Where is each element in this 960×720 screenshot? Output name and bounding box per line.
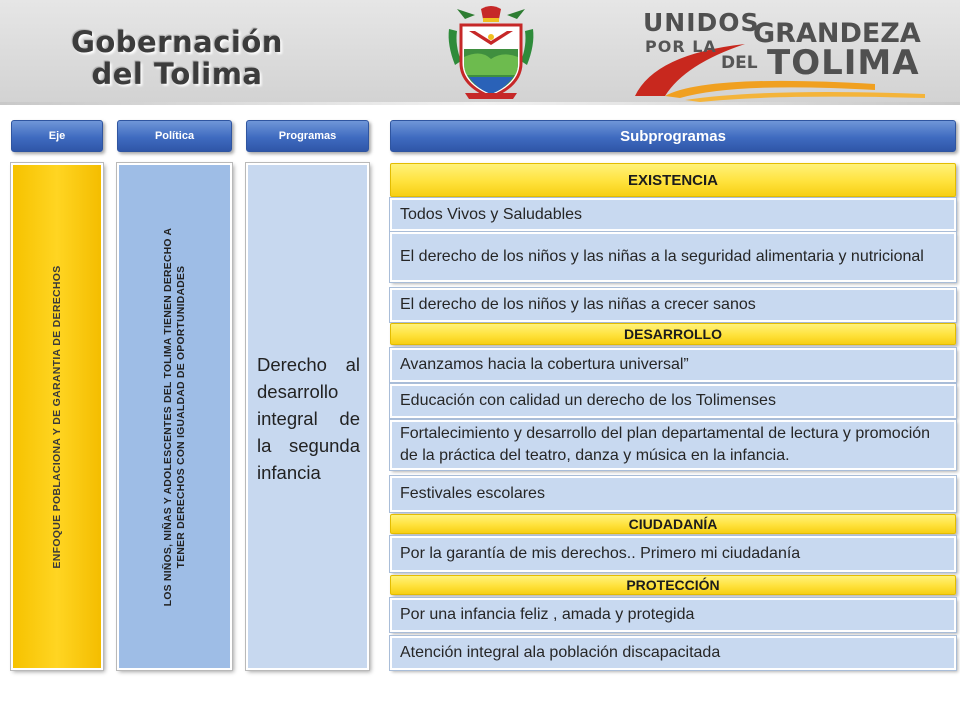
subprogram-item: Festivales escolares bbox=[390, 476, 956, 512]
category-ciudadania: CIUDADANÍA bbox=[390, 514, 956, 534]
slogan-logo bbox=[625, 4, 945, 104]
tolima-coat-of-arms-icon bbox=[445, 5, 537, 101]
category-proteccion: PROTECCIÓN bbox=[390, 575, 956, 595]
subprogram-item: Atención integral ala población discapacitada bbox=[390, 636, 956, 670]
politica-header: Política bbox=[117, 120, 232, 152]
subprogram-item: Todos Vivos y Saludables bbox=[390, 198, 956, 231]
category-desarrollo: DESARROLLO bbox=[390, 323, 956, 345]
eje-header: Eje bbox=[11, 120, 103, 152]
eje-column bbox=[11, 163, 103, 670]
gobernacion-logo-text bbox=[52, 26, 302, 90]
slogan-unidos: UNIDOS bbox=[643, 8, 760, 37]
subprogram-item: Por una infancia feliz , amada y protegida bbox=[390, 598, 956, 632]
subprogramas-header: Subprogramas bbox=[390, 120, 956, 152]
slogan-grandeza: GRANDEZA bbox=[753, 18, 921, 49]
subprogram-item: El derecho de los niños y las niñas a crecer sanos bbox=[390, 288, 956, 322]
programas-column bbox=[246, 163, 369, 670]
slogan-tolima: TOLIMA bbox=[767, 43, 920, 83]
politica-line2: TENER DERECHOS CON IGUALDAD DE OPORTUNIDADES bbox=[175, 265, 187, 568]
eje-text: ENFOQUE POBLACIONA Y DE GARANTIA DE DERECHOS bbox=[51, 264, 63, 569]
programa-text: Derecho al desarrollo integral de la segunda infancia bbox=[257, 354, 360, 483]
politica-text bbox=[162, 227, 188, 606]
slogan-del: DEL bbox=[721, 53, 758, 73]
programas-header: Programas bbox=[246, 120, 369, 152]
subprogram-item: Fortalecimiento y desarrollo del plan departamental de lectura y promoción de la práctica del teatro, danza y música en la infancia. bbox=[390, 420, 956, 470]
subprogram-item: Avanzamos hacia la cobertura universal” bbox=[390, 348, 956, 382]
gov-title-line2: del Tolima bbox=[91, 57, 263, 91]
politica-line1: LOS NIÑOS, NIÑAS Y ADOLESCENTES DEL TOLIMA TIENEN DERECHO A bbox=[162, 227, 174, 606]
subprogram-item: Por la garantía de mis derechos.. Primero mi ciudadanía bbox=[390, 536, 956, 572]
subprogram-item: Educación con calidad un derecho de los Tolimenses bbox=[390, 384, 956, 418]
gov-title-line1: Gobernación bbox=[71, 25, 283, 59]
category-existencia: EXISTENCIA bbox=[390, 163, 956, 197]
subprogram-item: El derecho de los niños y las niñas a la seguridad alimentaria y nutricional bbox=[390, 232, 956, 282]
politica-column bbox=[117, 163, 232, 670]
slogan-por-la: POR LA bbox=[645, 37, 717, 56]
header-band bbox=[0, 0, 960, 105]
